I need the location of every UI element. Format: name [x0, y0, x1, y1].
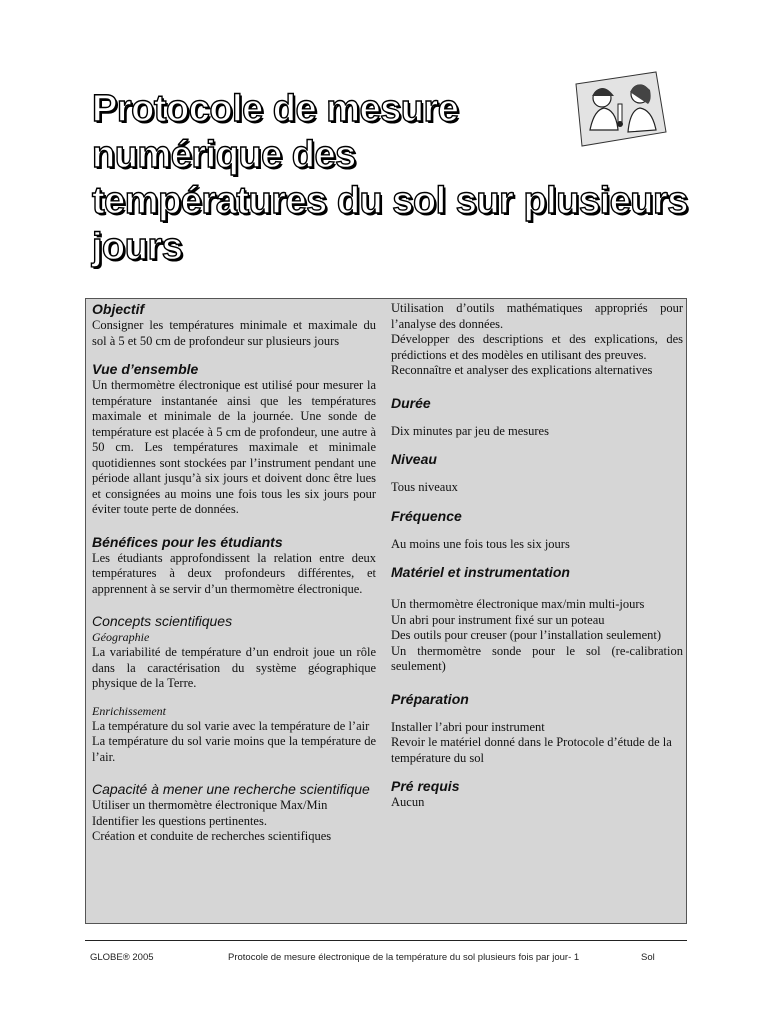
capacite-line: Utiliser un thermomètre électronique Max/Min	[92, 798, 328, 812]
materiel-line: Un thermomètre sonde pour le sol (re-calibration seulement)	[391, 643, 683, 673]
title-line: températures du sol sur plusieurs	[92, 180, 688, 222]
vue-ensemble-text: Un thermomètre électronique est utilisé pour mesurer la température instantanée ainsi que les températures maximale et minimale de la journée. Une sonde de température est placée à 5 cm de profondeur, une autre à 50 cm. Les températures maximale et minimale quotidiennes sont stockées par l’instrument pendant une période allant jusqu’à six jours et doivent donc être lues et consignées au moins une fois tous les six jours pour éviter toute perte de données.	[92, 378, 376, 516]
capacite-line: Création et conduite de recherches scientifiques	[92, 829, 332, 843]
concepts-sub-geographie: Géographie	[92, 630, 150, 644]
title-line: jours	[92, 226, 183, 268]
concepts-heading: Concepts scientifiques	[92, 613, 233, 629]
objectif-text: Consigner les températures minimale et maximale du sol à 5 et 50 cm de profondeur sur plusieurs jours	[92, 318, 376, 348]
frequence-text: Au moins une fois tous les six jours	[391, 536, 570, 551]
footer-divider	[85, 940, 687, 941]
vue-ensemble-heading: Vue d’ensemble	[92, 361, 199, 377]
niveau-heading: Niveau	[391, 451, 437, 467]
niveau-text: Tous niveaux	[391, 480, 458, 494]
prerequis-heading: Pré requis	[391, 778, 460, 794]
concepts-sub-enrichissement: Enrichissement	[92, 703, 166, 718]
footer-copyright: GLOBE® 2005	[90, 952, 154, 963]
preparation-line: Revoir le matériel donné dans le Protocole d’étude de la température du sol	[391, 735, 672, 765]
footer-section: Sol	[641, 952, 655, 963]
intro-line: Reconnaître et analyser des explications alternatives	[391, 363, 653, 377]
capacite-line: Identifier les questions pertinentes.	[92, 813, 267, 828]
frequence-heading: Fréquence	[391, 507, 462, 524]
duree-heading: Durée	[391, 394, 431, 411]
benefices-text: Les étudiants approfondissent la relation entre deux températures à deux profondeurs différentes, et apprennent à se servir d’un thermomètre électronique.	[92, 550, 376, 596]
intro-line: Utilisation d’outils mathématiques appropriés pour l’analyse des données.	[391, 301, 683, 331]
footer-page-label: Protocole de mesure électronique de la température du sol plusieurs fois par jour- 1	[228, 952, 580, 963]
intro-line: Développer des descriptions et des explications, des prédictions et des modèles en utilisant des preuves.	[391, 332, 683, 362]
preparation-heading: Préparation	[391, 690, 469, 707]
concepts-text-enrichissement-2: La température du sol varie moins que la température de l’air.	[92, 734, 376, 764]
duree-text: Dix minutes par jeu de mesures	[391, 423, 549, 438]
right-column	[391, 301, 683, 811]
materiel-line: Un abri pour instrument fixé sur un poteau	[391, 612, 605, 627]
concepts-text-enrichissement-1: La température du sol varie avec la température de l’air	[92, 718, 370, 733]
benefices-heading: Bénéfices pour les étudiants	[92, 533, 283, 550]
prerequis-text: Aucun	[391, 795, 425, 809]
left-column	[92, 301, 376, 845]
objectif-heading: Objectif	[92, 301, 145, 317]
preparation-line: Installer l’abri pour instrument	[391, 719, 545, 734]
students-thermometer-illustration	[568, 70, 668, 150]
concepts-text-geographie: La variabilité de température d’un endroit joue un rôle dans la caractérisation du système géographique physique de la Terre.	[92, 645, 376, 690]
materiel-heading: Matériel et instrumentation	[391, 564, 570, 580]
materiel-line: Un thermomètre électronique max/min multi-jours	[391, 597, 645, 611]
protocol-summary-panel	[85, 298, 687, 924]
materiel-line: Des outils pour creuser (pour l’installation seulement)	[391, 628, 662, 642]
capacite-heading: Capacité à mener une recherche scientifique	[92, 781, 370, 797]
title-line: numérique des	[92, 134, 356, 176]
title-line: Protocole de mesure	[92, 88, 459, 130]
